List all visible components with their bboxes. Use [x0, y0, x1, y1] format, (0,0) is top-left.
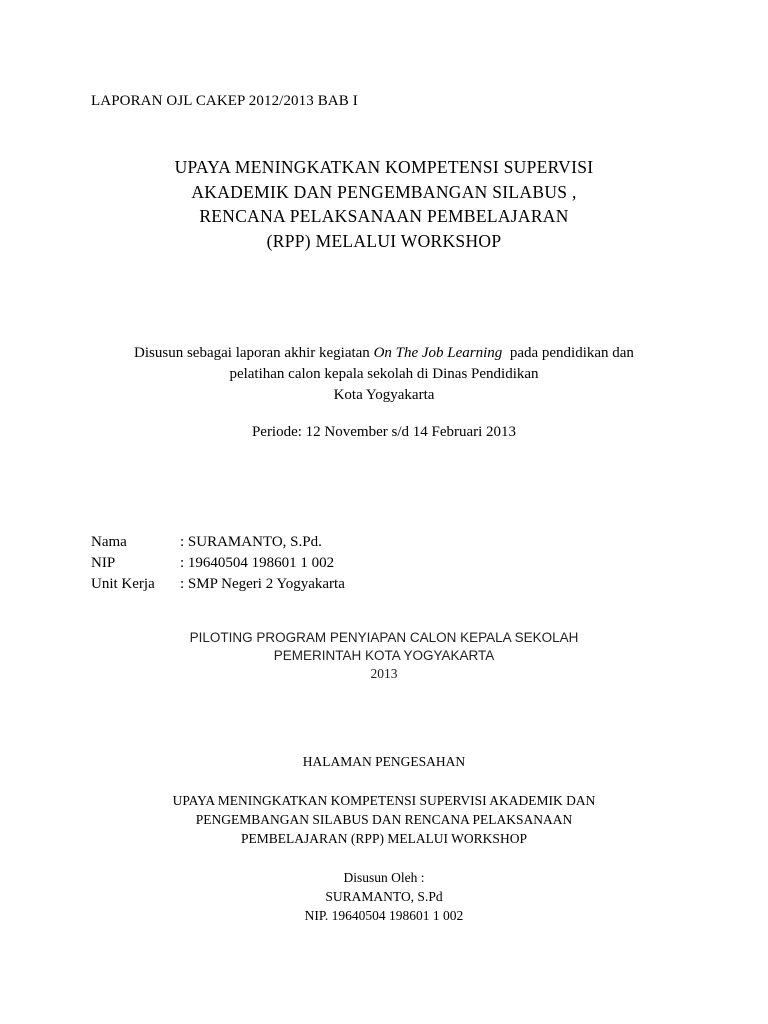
title-line: UPAYA MENINGKATKAN KOMPETENSI SUPERVISI [174, 157, 594, 177]
program-line-2: PEMERINTAH KOTA YOGYAKARTA [273, 648, 495, 663]
identity-row-unit [91, 574, 345, 595]
description-text: pada pendidikan dan [502, 345, 634, 361]
identity-row-nip [91, 553, 345, 574]
identity-value: : SMP Negeri 2 Yogyakarta [180, 576, 345, 592]
identity-value: : 19640504 198601 1 002 [180, 555, 335, 571]
approval-author-block [0, 868, 768, 925]
description-text: Disusun sebagai laporan akhir kegiatan [134, 345, 374, 361]
title-line: AKADEMIK DAN PENGEMBANGAN SILABUS , [191, 181, 577, 202]
identity-label: Unit Kerja [91, 576, 155, 592]
description-line-1 [40, 343, 728, 364]
approval-title [0, 791, 768, 848]
title-line: (RPP) MELALUI WORKSHOP [266, 230, 502, 251]
program-line-1: PILOTING PROGRAM PENYIAPAN CALON KEPALA SEKOLAH [189, 630, 579, 645]
report-header: LAPORAN OJL CAKEP 2012/2013 BAB I [91, 93, 358, 109]
description-line-2: pelatihan calon kepala sekolah di Dinas Pendidikan [229, 366, 539, 382]
title-line: RENCANA PELAKSANAAN PEMBELAJARAN [199, 206, 569, 226]
identity-row-name [91, 532, 345, 553]
report-period: Periode: 12 November s/d 14 Februari 2013 [251, 424, 517, 440]
identity-block [91, 532, 345, 595]
program-block [0, 629, 768, 683]
description-italic-term: On The Job Learning [373, 345, 503, 361]
report-description [40, 343, 728, 406]
approval-section [0, 752, 768, 925]
approval-title-line: PEMBELAJARAN (RPP) MELALUI WORKSHOP [241, 831, 527, 846]
description-line-3: Kota Yogyakarta [333, 387, 435, 403]
author-nip: NIP. 19640504 198601 1 002 [304, 908, 464, 923]
identity-label: NIP [91, 555, 116, 571]
report-title [0, 155, 768, 253]
identity-label: Nama [91, 534, 127, 550]
program-year: 2013 [370, 666, 398, 681]
approval-title-line: UPAYA MENINGKATKAN KOMPETENSI SUPERVISI AKADEMIK DAN [172, 793, 596, 808]
approval-heading: HALAMAN PENGESAHAN [302, 754, 466, 769]
approval-title-line: PENGEMBANGAN SILABUS DAN RENCANA PELAKSANAAN [195, 812, 573, 827]
identity-value: : SURAMANTO, S.Pd. [180, 534, 322, 550]
author-name: SURAMANTO, S.Pd [325, 889, 443, 904]
composed-by-label: Disusun Oleh : [343, 870, 425, 885]
